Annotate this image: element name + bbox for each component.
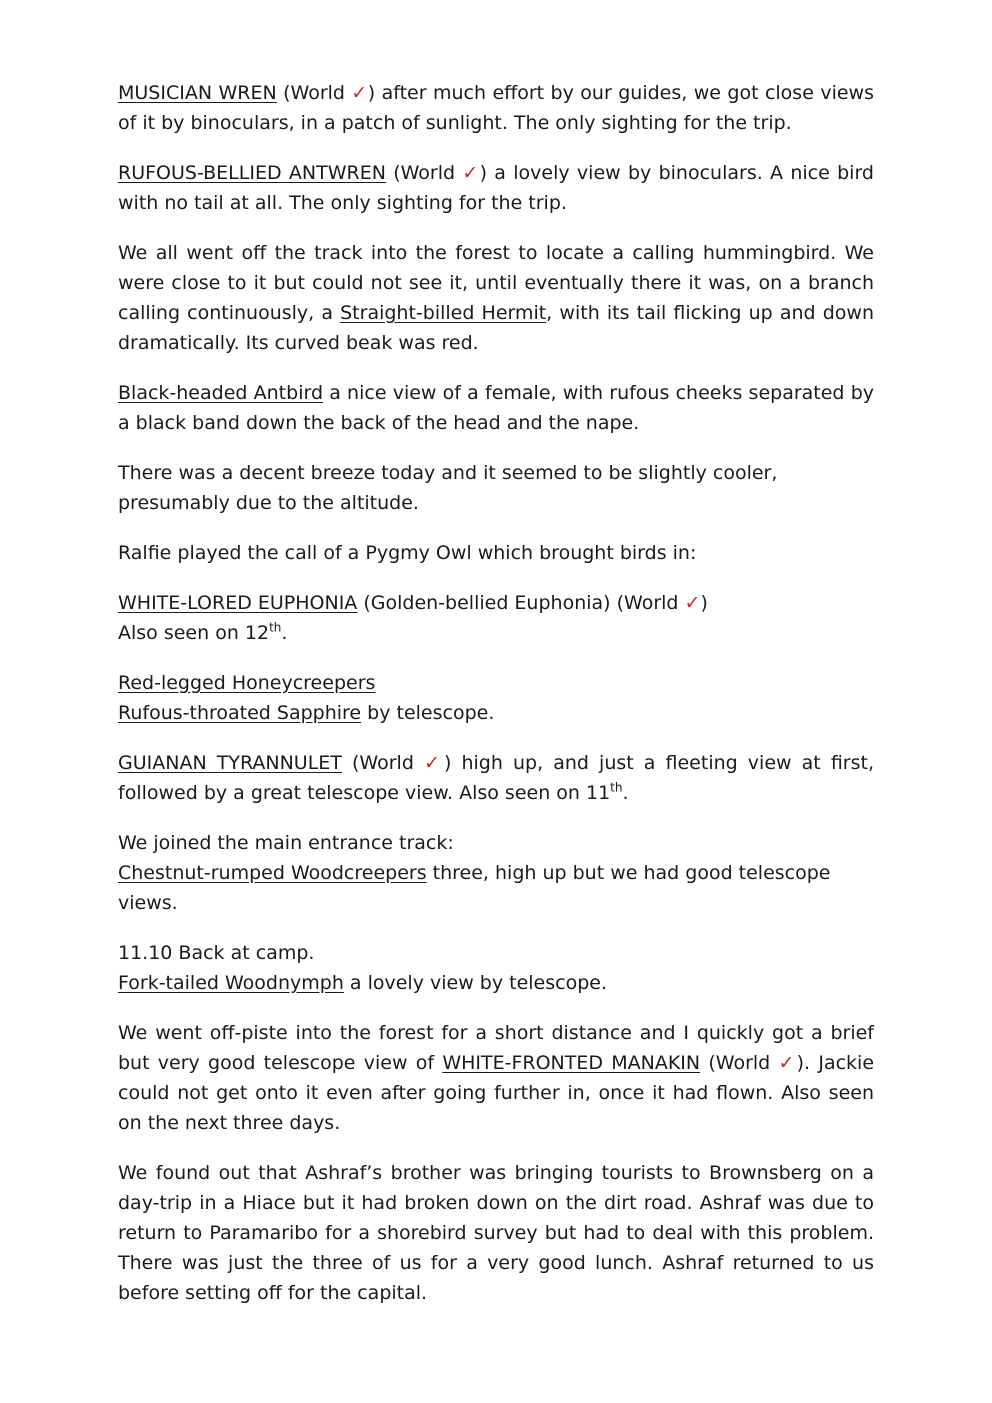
red-tick-icon: ✓ [778, 1052, 797, 1074]
red-tick-icon: ✓ [684, 592, 701, 614]
pygmy-owl-paragraph: Ralfie played the call of a Pygmy Owl which brought birds in: [118, 542, 697, 564]
species-name: MUSICIAN WREN [118, 82, 277, 104]
entry-fork-tailed-woodnymph: 11.10 Back at camp. Fork-tailed Woodnymph a lovely view by telescope. [118, 942, 607, 994]
document-page [118, 78, 874, 1328]
entry-musician-wren: MUSICIAN WREN (World ✓) after much effort by our guides, we got close views of it by binoculars, in a patch of sunlight. The only sighting for the trip. [118, 82, 874, 134]
species-name: Black-headed Antbird [118, 382, 324, 404]
species-name: RUFOUS-BELLIED ANTWREN [118, 162, 386, 184]
entry-black-headed-antbird: Black-headed Antbird a nice view of a female, with rufous cheeks separated by a black band down the back of the head and the nape. [118, 382, 874, 434]
ashraf-paragraph: We found out that Ashraf’s brother was bringing tourists to Brownsberg on a day-trip in a Hiace but it had broken down on the dirt road. Ashraf was due to return to Paramaribo for a shorebird survey but had to deal with this problem. There was just the three of us for a very good lunch. Ashraf returned to us before setting off for the capital. [118, 1162, 874, 1304]
species-name: WHITE-LORED EUPHONIA [118, 592, 358, 614]
weather-paragraph: There was a decent breeze today and it seemed to be slightly cooler, presumably due to the altitude. [118, 462, 778, 514]
entry-straight-billed-hermit: We all went off the track into the forest to locate a calling hummingbird. We were close to it but could not see it, until eventually there it was, on a branch calling continuously, a Straight-billed Hermit, with its tail flicking up and down dramatically. Its curved beak was red. [118, 242, 874, 354]
species-name: Chestnut-rumped Woodcreepers [118, 862, 427, 884]
red-tick-icon: ✓ [462, 162, 480, 184]
entry-rufous-bellied-antwren: RUFOUS-BELLIED ANTWREN (World ✓) a lovely view by binoculars. A nice bird with no tail at all. The only sighting for the trip. [118, 162, 874, 214]
species-name: Fork-tailed Woodnymph [118, 972, 344, 994]
species-name: Red-legged Honeycreepers [118, 672, 376, 694]
entry-honeycreepers-sapphire: Red-legged Honeycreepers Rufous-throated Sapphire by telescope. [118, 672, 495, 724]
species-name: WHITE-FRONTED MANAKIN [442, 1052, 701, 1074]
entry-white-fronted-manakin: We went off-piste into the forest for a short distance and I quickly got a brief but very good telescope view of WHITE-FRONTED MANAKIN (World ✓). Jackie could not get onto it even after going further in, once it had flown. Also seen on the next three days. [118, 1022, 875, 1134]
species-name: Rufous-throated Sapphire [118, 702, 362, 724]
entry-white-lored-euphonia: WHITE-LORED EUPHONIA (Golden-bellied Euphonia) (World ✓) Also seen on 12th. [118, 592, 708, 644]
species-name: Straight-billed Hermit [340, 302, 547, 324]
red-tick-icon: ✓ [351, 82, 368, 104]
entry-chestnut-rumped-woodcreepers: We joined the main entrance track: Chestnut-rumped Woodcreepers three, high up but we had good telescope views. [118, 832, 831, 914]
entry-guianan-tyrannulet: GUIANAN TYRANNULET (World ✓) high up, and just a fleeting view at first, followed by a great telescope view. Also seen on 11th. [118, 752, 874, 804]
species-name: GUIANAN TYRANNULET [118, 752, 342, 774]
red-tick-icon: ✓ [423, 752, 444, 774]
